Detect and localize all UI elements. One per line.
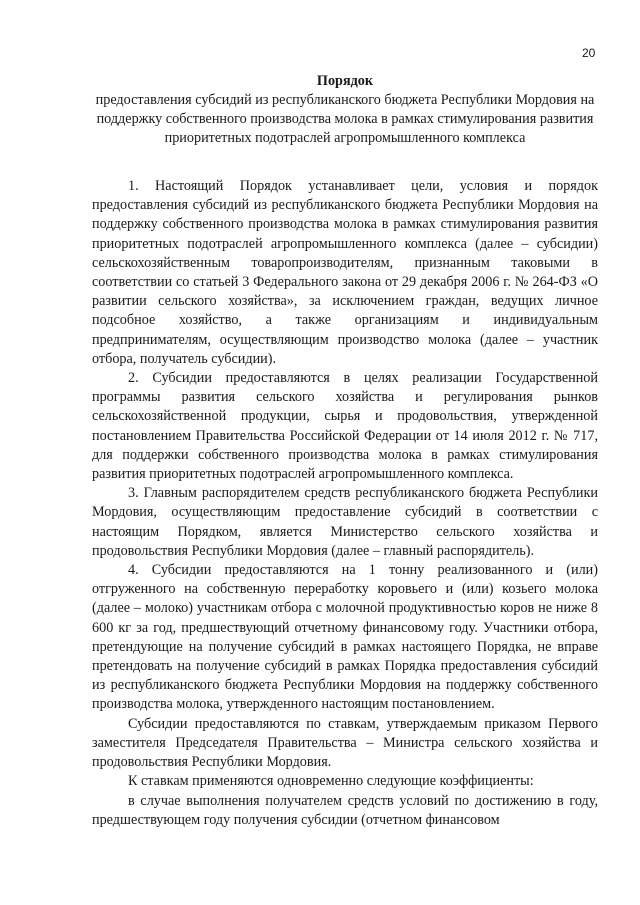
paragraph-coefficients-intro: К ставкам применяются одновременно следующие коэффициенты: — [128, 773, 534, 790]
paragraph-coefficient-condition: в случае выполнения получателем средств условий по достижению в году, предшествующем году получения субсидии (отчетном финансовом — [92, 792, 598, 828]
page-number: 20 — [582, 46, 596, 60]
document-heading — [92, 72, 598, 148]
paragraph-1: 1. Настоящий Порядок устанавливает цели, условия и порядок предоставления субсидий из республиканского бюджета Республики Мордовия на поддержку собственного производства молока в рамках стимулирования развития приоритетных подотраслей агропромышленного комплекса (далее – субсидии) сельскохозяйственным товаропроизводителям, признанным таковыми в соответствии со статьей 3 Федерального закона от 29 декабря 2006 г. № 264-ФЗ «О развитии сельского хозяйства», за исключением граждан, ведущих личное подсобное хозяйство, а также организациям и индивидуальным предпринимателям, осуществляющим производство молока (далее – участник отбора, получатель субсидии). — [92, 178, 598, 367]
document-subtitle: предоставления субсидий из республиканского бюджета Республики Мордовия на поддержку собственного производства молока в рамках стимулирования развития приоритетных подотраслей агропромышленного комплекса — [95, 92, 595, 146]
paragraph-3: 3. Главным распорядителем средств республиканского бюджета Республики Мордовия, осуществляющим предоставление субсидий в соответствии с настоящим Порядком, является Министерство сельского хозяйства и продовольствия Республики Мордовия (далее – главный распорядитель). — [92, 485, 598, 559]
paragraph-4: 4. Субсидии предоставляются на 1 тонну реализованного и (или) отгруженного на собственную переработку коровьего и (или) козьего молока (далее – молоко) участникам отбора с молочной продуктивностью коров не ниже 8 600 кг за год, предшествующий отчетному финансовому году. Участники отбора, претендующие на получение субсидий в рамках настоящего Порядка, не вправе претендовать на получение субсидий в рамках Порядка предоставления субсидий из республиканского бюджета Республики Мордовия на поддержку собственного производства молока, утвержденного настоящим постановлением. — [92, 562, 598, 713]
paragraph-2: 2. Субсидии предоставляются в целях реализации Государственной программы развития сельского хозяйства и регулирования рынков сельскохозяйственной продукции, сырья и продовольствия, утвержденной постановлением Правительства Российской Федерации от 14 июля 2012 г. № 717, для поддержки собственного производства молока в рамках стимулирования развития приоритетных подотраслей агропромышленного комплекса. — [92, 370, 598, 483]
document-title: Порядок — [316, 73, 374, 89]
document-body — [92, 177, 598, 830]
paragraph-rates: Субсидии предоставляются по ставкам, утверждаемым приказом Первого заместителя Председателя Правительства – Министра сельского хозяйства и продовольствия Республики Мордовия. — [92, 715, 598, 771]
